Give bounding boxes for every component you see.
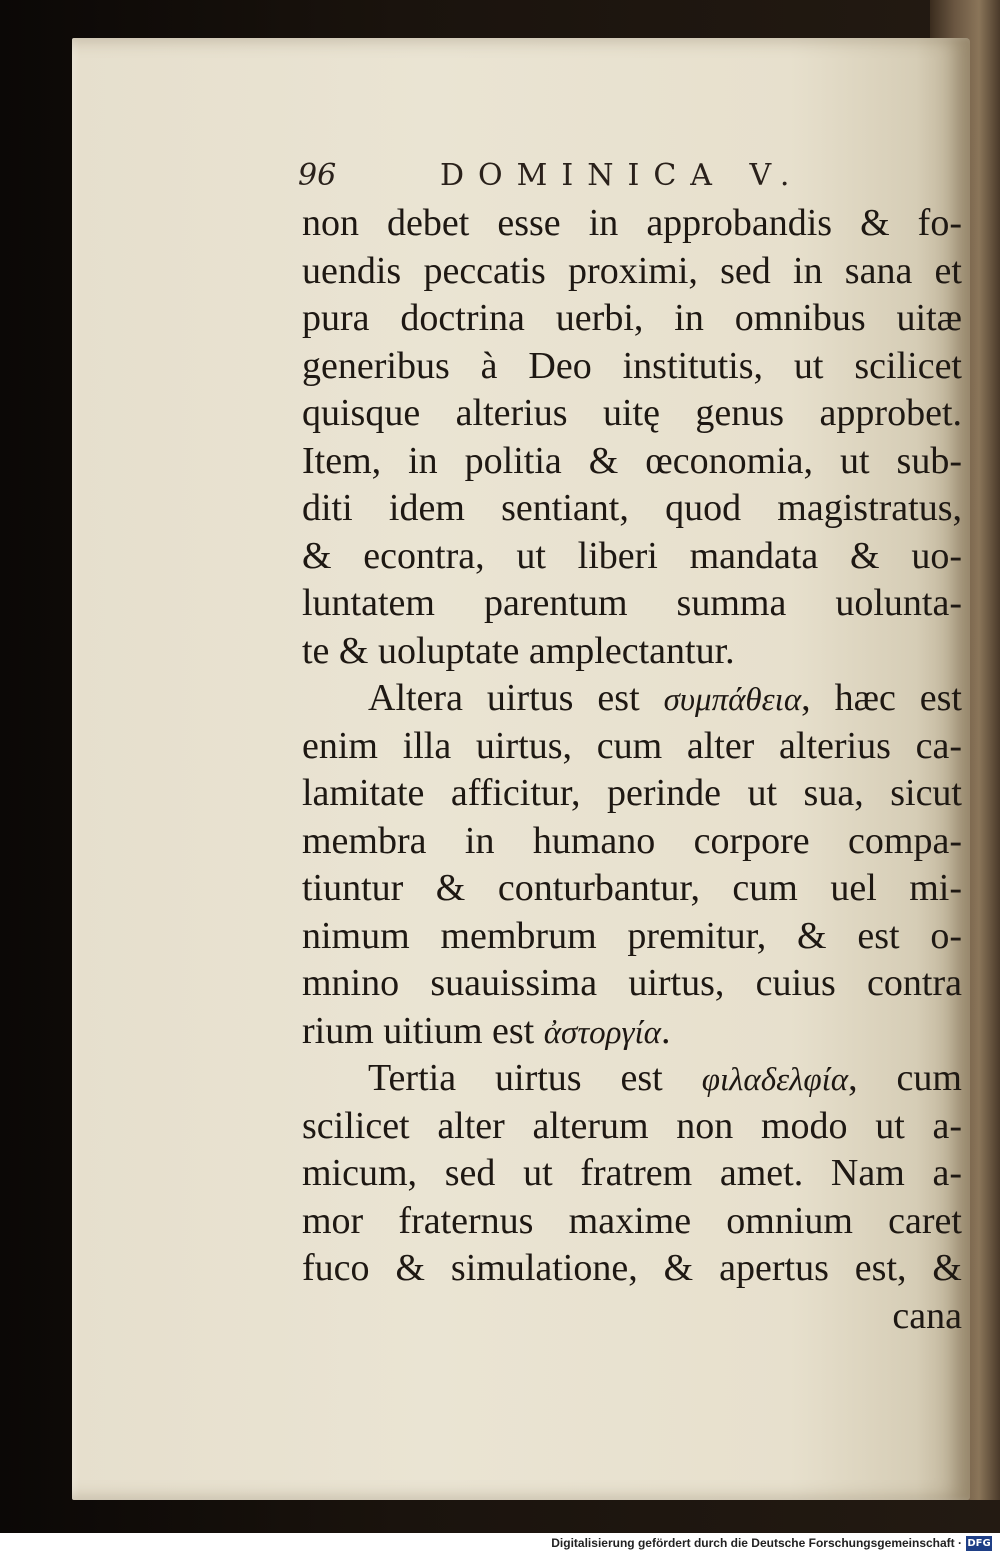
text-line: uendis peccatis proximi, sed in sana et — [302, 249, 962, 292]
text-line: pura doctrina uerbi, in omnibus uitæ — [302, 297, 962, 339]
catchword: cana — [892, 1294, 962, 1337]
page-header — [292, 150, 812, 194]
digitization-footer — [0, 1533, 1000, 1555]
text-line: nimum membrum premitur, & est o- — [302, 914, 962, 957]
paragraph-2-first-line — [302, 675, 962, 723]
p2-tail-text: , hæc est — [801, 677, 962, 719]
p2-lead-text: Altera uirtus est — [368, 677, 664, 719]
greek-word-astorgia: ἀστοργία — [543, 1014, 661, 1051]
funding-credit: Digitalisierung gefördert durch die Deutsche Forschungsgemeinschaft · — [551, 1536, 962, 1550]
text-line: fuco & simulatione, & apertus est, & — [302, 1247, 962, 1289]
p2-last-tail-text: . — [660, 1009, 671, 1052]
p2-last-lead-text: rium uitium est — [302, 1009, 544, 1052]
p3-lead-text: Tertia uirtus est — [368, 1057, 702, 1099]
text-line: luntatem parentum summa uolunta- — [302, 582, 962, 624]
text-line: lamitate afficitur, perinde ut sua, sicut — [302, 772, 962, 814]
greek-word-sympatheia: συμπάθεια — [663, 682, 802, 718]
text-line: scilicet alter alterum non modo ut a- — [302, 1104, 962, 1147]
greek-word-philadelphia: φιλαδελφία — [701, 1062, 849, 1098]
paragraph-3-first-line — [302, 1055, 962, 1103]
running-head: DOMINICA V. — [440, 158, 804, 193]
text-line: mnino suauissima uirtus, cuius contra — [302, 962, 962, 1004]
text-line: mor fraternus maxime omnium caret — [302, 1199, 962, 1242]
text-line: quisque alterius uitę genus approbet. — [302, 392, 962, 434]
text-line: & econtra, ut liberi mandata & uo- — [302, 534, 962, 577]
text-block — [302, 200, 962, 1340]
paragraph-2-last-line — [302, 1008, 962, 1056]
text-line: non debet esse in approbandis & fo- — [302, 202, 962, 244]
text-line: tiuntur & conturbantur, cum uel mi- — [302, 867, 962, 909]
text-line: micum, sed ut fratrem amet. Nam a- — [302, 1152, 962, 1194]
text-line: te & uoluptate amplectantur. — [302, 629, 735, 672]
dfg-logo-icon: DFG — [967, 1538, 991, 1549]
p3-tail-text: , cum — [848, 1057, 962, 1099]
text-line: Item, in politia & œconomia, ut sub- — [302, 439, 962, 482]
text-line: generibus à Deo institutis, ut scilicet — [302, 344, 962, 387]
text-line: membra in humano corpore compa- — [302, 819, 962, 862]
text-line: enim illa uirtus, cum alter alterius ca- — [302, 724, 962, 767]
text-line: diti idem sentiant, quod magistratus, — [302, 487, 962, 529]
folio-number: 96 — [298, 158, 337, 193]
